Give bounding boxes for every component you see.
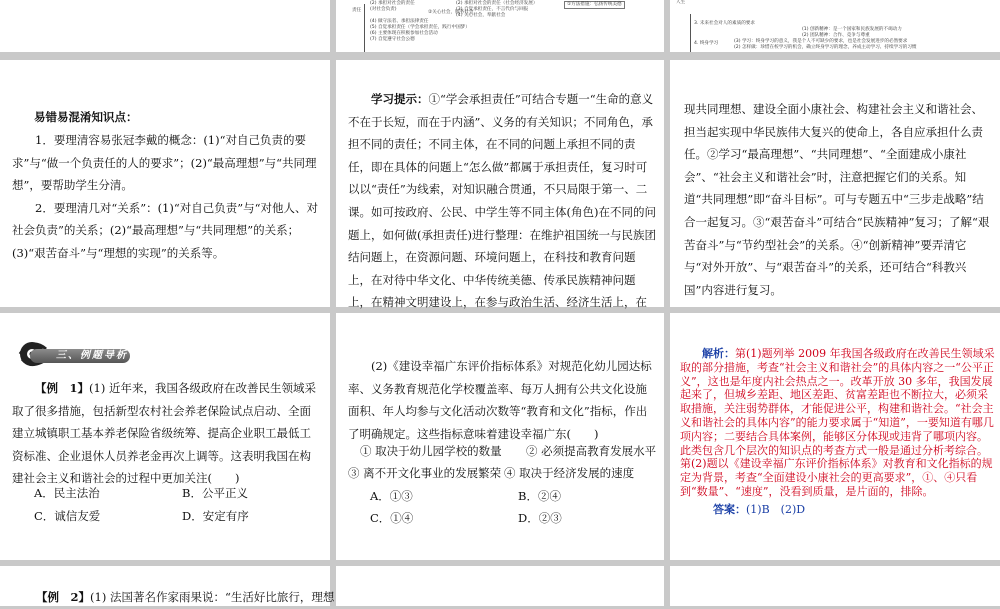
example-stem: (1) 近年来，我国各级政府在改善民生领域采取了很多措施，包括新型农村社会养老保险试点启动、全面建立城镇职工基本养老保险省级统筹、提高企业职工最低工资标准、企业退休人员养老金再次上调等。这表明我国在构建社会主义和谐社会的过程中更加关注( ) [12,381,316,486]
tips-label: 学习提示： [371,92,429,106]
mindmap-line: (6) 主要体现在积极参加社会活动 [370,31,438,36]
mindmap-line: (2) 承担对社会的责任（社会经济发展） [456,1,538,6]
tips-text: ①“学会承担责任”可结合专题一“生命的意义不在于长短，而在于内涵”、义务的有关知识；不同角色，承担不同的责任；不同主体，在不同的问题上承担不同的责任，即在具体的问题上“怎么做”都属于承担责任，复习时可以以“责任”为线索，对知识融合贯通，不只局限于第一、二课。如可按政府、公民、中学生等不同主体(角色)在不同的问题上，如何做(承担责任)进行整理：在维护祖国统一与民族团结问题上，在资源问题、环境问题上，在科技和教育问题上，在对待中华文化、中华传统美德、传承民族精神问题上，在精神文明建设上，在参与政治生活、经济生活上，在 [348,92,656,310]
badge-text: 三、例题导析 [56,350,128,361]
slide-example-1-part2 [336,313,664,560]
slide-analysis [670,313,1000,560]
slide-mindmap-left-cropped [0,0,330,52]
answer-value: (1)B (2)D [746,502,806,516]
mindmap-line: (5) 自觉承担责任（学会承担责任，践行中国梦） [370,25,470,30]
option-d: D．安定有序 [182,509,249,523]
analysis-label: 解析： [702,347,735,360]
answer-line [680,503,996,517]
mindmap-side-label: 责任 [352,8,362,13]
slide-blank-cropped [336,566,664,606]
option-a: A．①③ [370,489,413,503]
choice-1: ① 取决于幼儿园学校的数量 [360,444,502,458]
paragraph: (2)《建设幸福广东评价指标体系》对规范化幼儿园达标率、义务教育规范化学校覆盖率、每万人拥有公共文化设施面积、年人均参与文化活动次数等“教育和文化”指标，作出了明确规定。这些指标意味着建设幸福广东( ) [348,359,652,441]
analysis-text: 第(1)题列举 2009 年我国各级政府在改善民生领域采取的部分措施，考查“社会主义和谐社会”的具体内容之一“公平正义”，这也是年度内社会热点之一。改革开放 30 多年，我国发展起来了，但城乡差距、地区差距、贫富差距也不断拉大，必须采取措施，关注弱势群体，才能促进公平，构建和谐社会。“社会主义和谐社会的具体内容”的能力要求属于“知道”，一要知道有哪几项内容；二要结合具体案例，能够区分体现或违背了哪项内容。此类包含几个层次的知识点的考查方式一般是通过分析考综合。第(2)题以《建设幸福广东评价指标体系》对教育和文化指标的规定为背景，考查“全面建设小康社会的更高要求”，①、④只看到“数量”、“速度”，没看到质量，是片面的，排除。 [680,347,995,498]
option-c: C．①④ [370,511,414,525]
analysis-paragraph [680,347,996,499]
mindmap-line: 3. 未来社会对人的素质的要求 [694,21,755,26]
choice-2: ② 必须提高教育发展水平 [526,444,657,458]
mindmap-line: (对社会负责) [370,7,397,12]
paragraph: 现共同理想、建设全面小康社会、构建社会主义和谐社会、担当起实现中华民族伟大复兴的使命上，各自应承担什么责任。②学习“最高理想”、“共同理想”、“全面建成小康社会”、“社会主义和谐社会”时，注意把握它们的关系。知道“共同理想”即“奋斗目标”。可与专题五中“三步走战略”结合一起复习。③“艰苦奋斗”可结合“民族精神”复习；了解“艰苦奋斗”与“节约型社会”的关系。④“创新精神”要弄清它与“对外开放”、与“艰苦奋斗”的关系，还可结合“科教兴国”内容进行复习。 [684,102,990,297]
mindmap-box: ①方法措施：弘扬传统美德 [564,1,625,9]
slide-study-tips-continued [670,60,1000,307]
mindmap-line: (3) 学习：终身学习的意义，我是个人不可缺少的要求，也是社会发展进步的必然要求 [734,39,908,44]
example-label: 【例 1】 [35,381,90,395]
mindmap-side-label: 人生 [676,0,686,5]
paragraph [36,586,336,609]
mindmap-line: (3) 自觉承担责任，不言代价与回报 [456,7,529,12]
option-b: B．公平正义 [182,486,248,500]
mindmap-line: (1) 创新精神：是一个国家和民族发展的不竭动力 [802,27,902,32]
slide-study-tips [336,60,664,310]
example-stem: (1) 法国著名作家雨果说：“生活好比旅行，理想 [90,590,335,604]
choice-4: ④ 取决于经济发展的速度 [504,466,635,480]
choice-3: ③ 离不开文化事业的发展繁荣 [348,466,502,480]
slide-blank-cropped [670,566,1000,606]
option-d: D．②③ [518,511,562,525]
paragraph: 1．要理清容易张冠李戴的概念：(1)“对自己负责的要求”与“做一个负责任的人的要求”；(2)“最高理想”与“共同理想”，要帮助学生分清。 [12,133,317,193]
option-a: A．民主法治 [34,486,100,500]
slide-example-2-cropped [0,566,335,606]
mindmap-brace [364,4,365,52]
option-c: C．诚信友爱 [34,509,101,523]
paragraph [348,88,656,337]
paragraph: 2．要理清几对“关系”：(1)“对自己负责”与“对他人、对社会负责”的关系；(2)“最高理想”与“共同理想”的关系；(3)“艰苦奋斗”与“理想的实现”的关系等。 [12,200,318,260]
mindmap-line: (4) 做守法者、承担法律责任 [370,19,429,24]
slide-heading: 易错易混淆知识点： [34,110,138,124]
slide-mindmap-center-cropped [336,0,664,52]
mindmap-line: (2) 承担对社会的责任 [370,1,415,6]
slide-mindmap-right-cropped [670,0,1000,52]
section-badge [10,341,130,367]
answer-label: 答案： [713,502,746,516]
option-b: B．②④ [518,489,561,503]
mindmap-line: (2) 团队精神：合作、竞争与尊重 [802,33,870,38]
example-label: 【例 2】 [36,590,91,604]
mindmap-line: ②关心社会，服务社会 [428,10,474,15]
mindmap-line: (7) 自觉遵守社会公德 [370,37,415,42]
mindmap-brace [690,14,691,52]
paragraph [12,377,322,490]
mindmap-line: (2) 怎样做：珍惜在校学习的机会，确立终身学习的理念，养成主动学习、持续学习的习惯 [734,45,917,50]
slide-confusing-points [0,60,330,307]
slide-example-1 [0,313,330,560]
mindmap-line: 4. 终身学习 [694,41,719,46]
mindmap-line: (4) 关心社会，奉献社会 [456,13,506,18]
